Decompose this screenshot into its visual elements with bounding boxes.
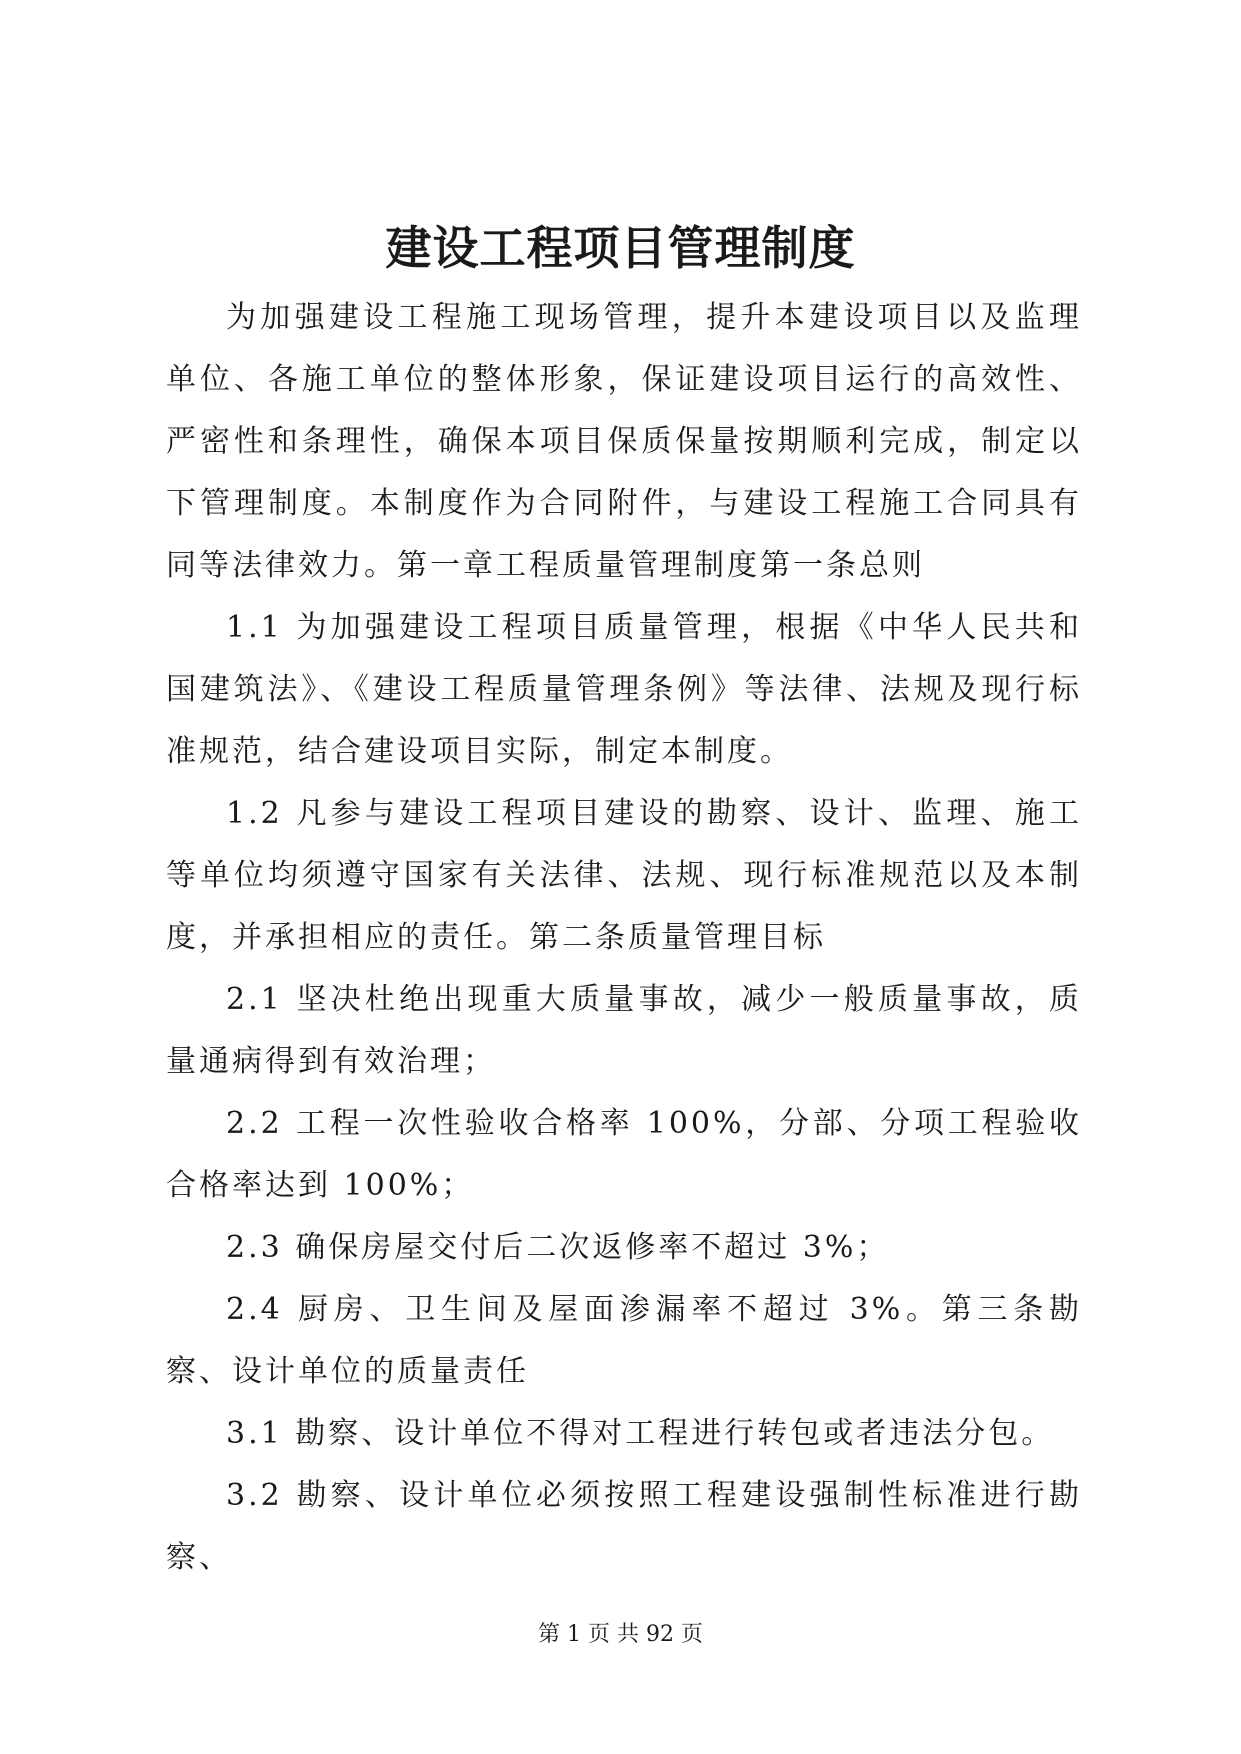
paragraph-3-2: 3.2 勘察、设计单位必须按照工程建设强制性标准进行勘察、 xyxy=(166,1478,1082,1575)
document-title: 建设工程项目管理制度 xyxy=(385,221,856,275)
paragraph-2-4: 2.4 厨房、卫生间及屋面渗漏率不超过 3%。第三条勘察、设计单位的质量责任 xyxy=(166,1292,1082,1389)
paragraph-intro: 为加强建设工程施工现场管理，提升本建设项目以及监理单位、各施工单位的整体形象，保证建设项目运行的高效性、严密性和条理性，确保本项目保质保量按期顺利完成，制定以下管理制度。本制度作为合同附件，与建设工程施工合同具有同等法律效力。第一章工程质量管理制度第一条总则 xyxy=(166,300,1082,583)
paragraph-2-2: 2.2 工程一次性验收合格率 100%，分部、分项工程验收合格率达到 100%； xyxy=(166,1106,1082,1203)
paragraph-3-1: 3.1 勘察、设计单位不得对工程进行转包或者违法分包。 xyxy=(226,1416,1055,1451)
paragraph-1-1: 1.1 为加强建设工程项目质量管理，根据《中华人民共和国建筑法》、《建设工程质量管理条例》等法律、法规及现行标准规范，结合建设项目实际，制定本制度。 xyxy=(166,610,1082,769)
page-footer: 第 1 页 共 92 页 xyxy=(538,1622,703,1647)
paragraph-2-1: 2.1 坚决杜绝出现重大质量事故，减少一般质量事故，质量通病得到有效治理； xyxy=(166,982,1082,1079)
document-body xyxy=(166,287,1082,1589)
paragraph-2-3: 2.3 确保房屋交付后二次返修率不超过 3%； xyxy=(226,1230,890,1265)
paragraph-1-2: 1.2 凡参与建设工程项目建设的勘察、设计、监理、施工等单位均须遵守国家有关法律、法规、现行标准规范以及本制度，并承担相应的责任。第二条质量管理目标 xyxy=(166,796,1082,955)
